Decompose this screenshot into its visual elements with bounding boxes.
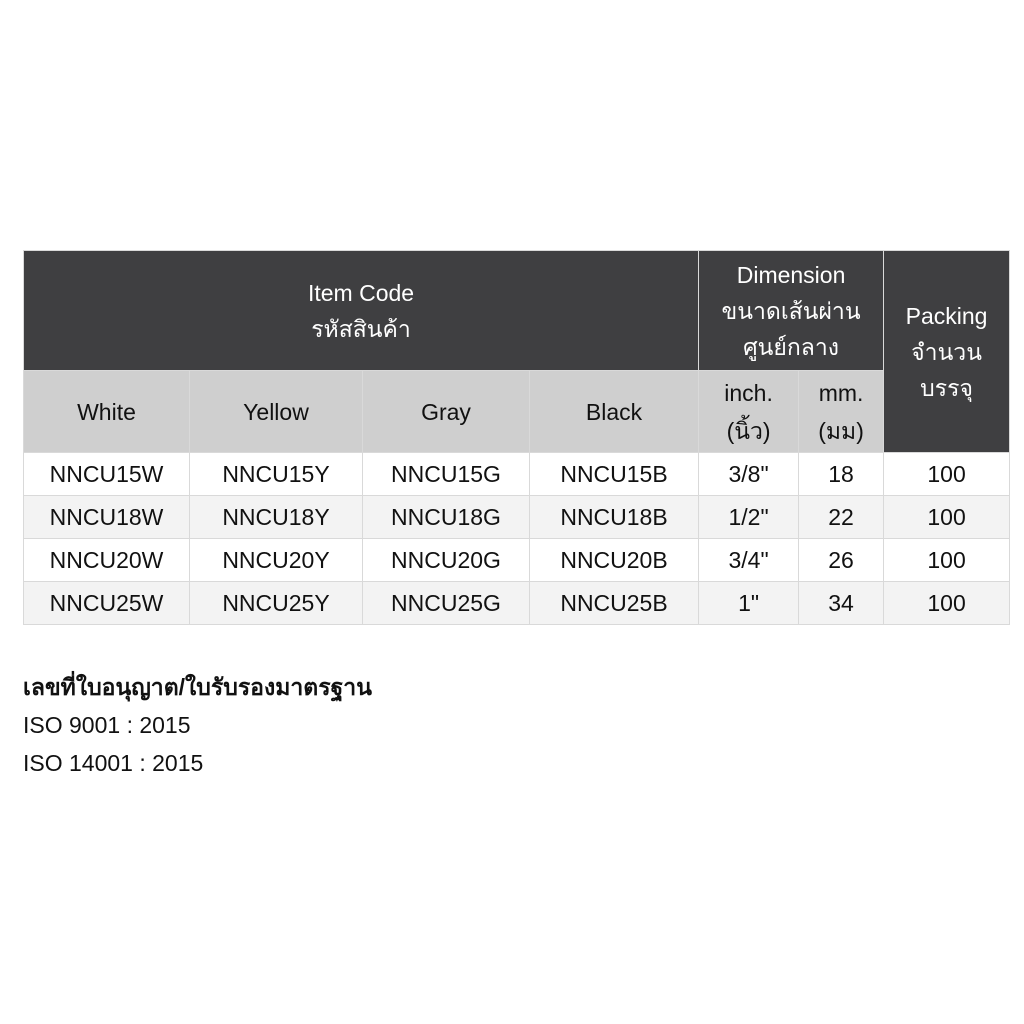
packing-header-th-2: บรรจุ <box>920 374 973 401</box>
cell-inch: 3/8" <box>699 453 799 496</box>
mm-header-th: (มม) <box>818 417 864 444</box>
table-row <box>24 539 1010 582</box>
cell-white: NNCU15W <box>24 453 190 496</box>
table-row <box>24 496 1010 539</box>
cell-inch: 1" <box>699 582 799 625</box>
cell-mm: 26 <box>799 539 884 582</box>
cell-gray: NNCU20G <box>363 539 530 582</box>
cell-mm: 22 <box>799 496 884 539</box>
inch-header-th: (นิ้ว) <box>726 417 771 444</box>
certifications-title: เลขที่ใบอนุญาต/ใบรับรองมาตรฐาน <box>23 674 372 700</box>
cell-gray: NNCU25G <box>363 582 530 625</box>
cell-white: NNCU25W <box>24 582 190 625</box>
packing-header-en: Packing <box>905 302 988 329</box>
item-code-header-th: รหัสสินค้า <box>311 315 411 342</box>
cell-white: NNCU20W <box>24 539 190 582</box>
table-row <box>24 582 1010 625</box>
packing-header-th-1: จำนวน <box>911 338 982 365</box>
cell-yellow: NNCU20Y <box>190 539 363 582</box>
product-spec-table <box>23 250 1010 625</box>
dimension-header-th-1: ขนาดเส้นผ่าน <box>721 297 861 324</box>
cell-packing: 100 <box>884 496 1010 539</box>
color-header-white: White <box>24 371 190 453</box>
inch-header-en: inch. <box>724 379 773 406</box>
certification-iso-9001: ISO 9001 : 2015 <box>23 712 191 738</box>
cell-packing: 100 <box>884 582 1010 625</box>
cell-packing: 100 <box>884 539 1010 582</box>
dimension-header <box>699 251 884 371</box>
cell-black: NNCU20B <box>530 539 699 582</box>
cell-inch: 1/2" <box>699 496 799 539</box>
cell-inch: 3/4" <box>699 539 799 582</box>
inch-header <box>699 371 799 453</box>
cell-black: NNCU18B <box>530 496 699 539</box>
cell-gray: NNCU18G <box>363 496 530 539</box>
cell-mm: 34 <box>799 582 884 625</box>
color-header-yellow: Yellow <box>190 371 363 453</box>
cell-yellow: NNCU25Y <box>190 582 363 625</box>
cell-packing: 100 <box>884 453 1010 496</box>
packing-header <box>884 251 1010 453</box>
cell-yellow: NNCU18Y <box>190 496 363 539</box>
item-code-header <box>24 251 699 371</box>
mm-header <box>799 371 884 453</box>
header-row-sub <box>24 371 1010 453</box>
header-row-top <box>24 251 1010 371</box>
cell-white: NNCU18W <box>24 496 190 539</box>
dimension-header-th-2: ศูนย์กลาง <box>743 333 840 360</box>
cell-yellow: NNCU15Y <box>190 453 363 496</box>
item-code-header-en: Item Code <box>307 279 415 306</box>
color-header-gray: Gray <box>363 371 530 453</box>
cell-mm: 18 <box>799 453 884 496</box>
table-row <box>24 453 1010 496</box>
mm-header-en: mm. <box>818 379 864 406</box>
cell-gray: NNCU15G <box>363 453 530 496</box>
cell-black: NNCU25B <box>530 582 699 625</box>
cell-black: NNCU15B <box>530 453 699 496</box>
dimension-header-en: Dimension <box>736 261 846 288</box>
certifications-section <box>23 668 623 782</box>
certification-iso-14001: ISO 14001 : 2015 <box>23 750 204 776</box>
color-header-black: Black <box>530 371 699 453</box>
